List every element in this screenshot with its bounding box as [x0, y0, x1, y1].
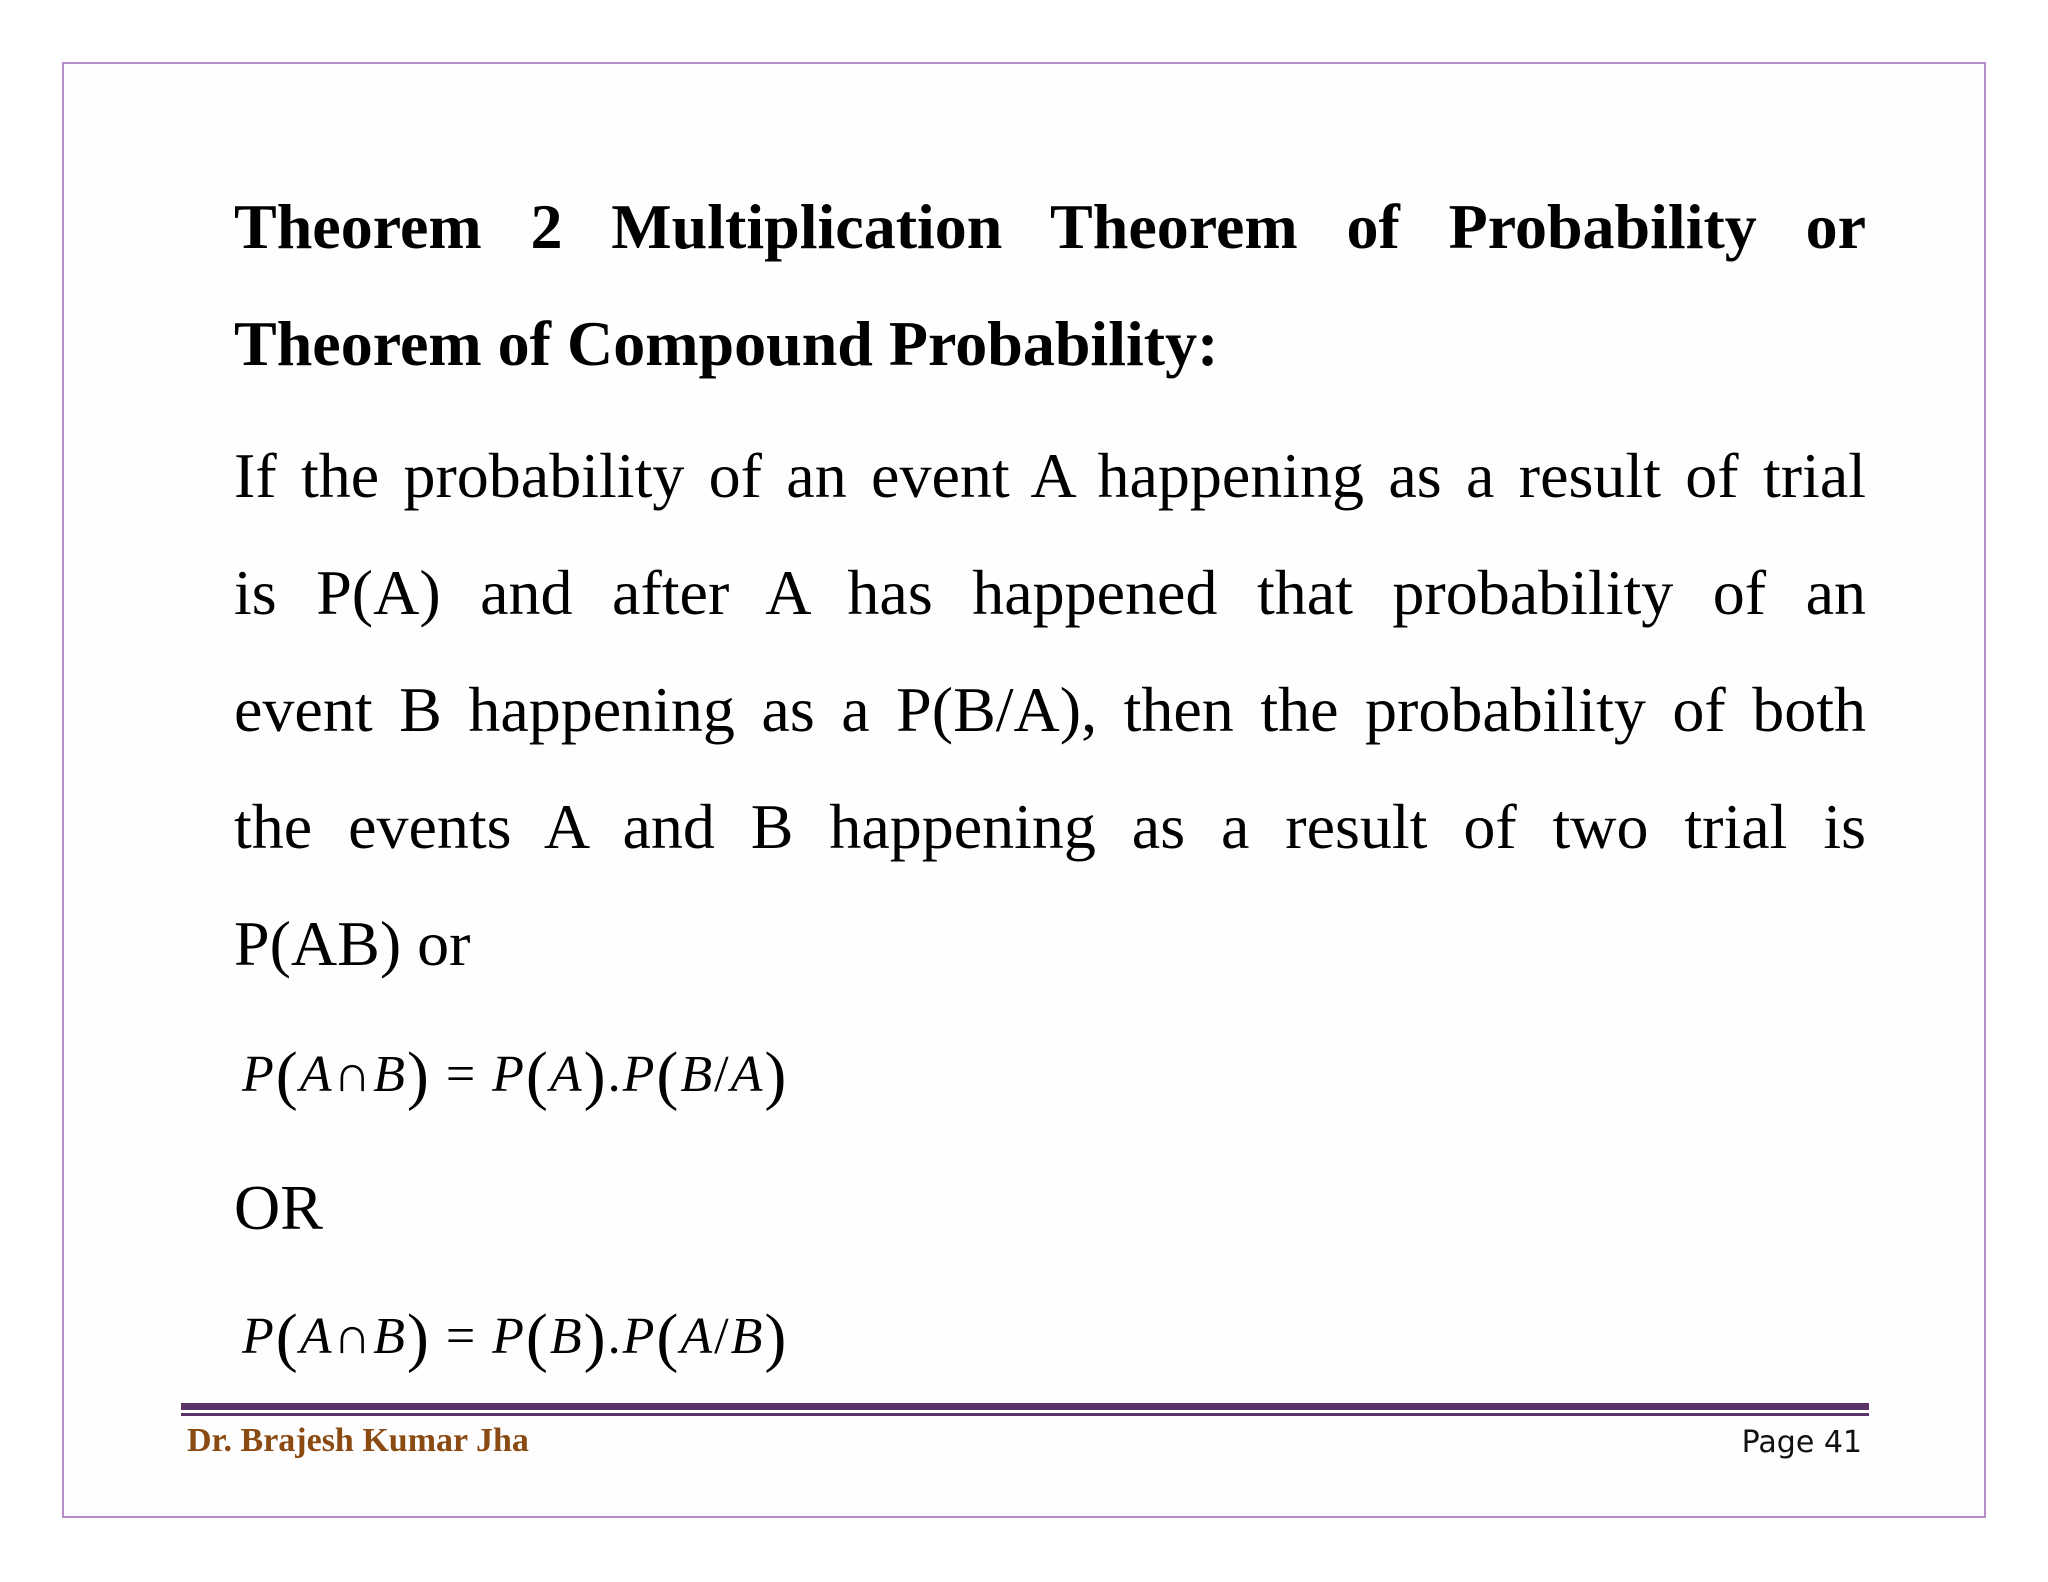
- formula-operator: /: [714, 1308, 731, 1365]
- formula-symbol: A: [299, 1308, 334, 1365]
- formula-symbol: B: [373, 1308, 407, 1365]
- formula-operator: =: [445, 1046, 478, 1103]
- formula-symbol: P: [242, 1046, 276, 1103]
- formula-symbol: P: [492, 1046, 526, 1103]
- formula-operator: ∩: [333, 1046, 374, 1103]
- formula-operator: ∩: [333, 1308, 374, 1365]
- formula-symbol: B: [373, 1046, 407, 1103]
- paragraph-line-5: P(AB) or: [234, 908, 471, 979]
- footer-divider-thin: [181, 1413, 1869, 1416]
- formula-1: P(A∩B) = P(A).P(B/A): [242, 1039, 789, 1112]
- formula-symbol: B: [730, 1308, 765, 1365]
- paragraph-line-2: is P(A) and after A has happened that probability of an: [234, 557, 1866, 628]
- formula-2: P(A∩B) = P(B).P(A/B): [242, 1301, 789, 1374]
- footer-author: Dr. Brajesh Kumar Jha: [187, 1422, 529, 1459]
- formula-symbol: A: [549, 1046, 584, 1103]
- formula-operator: .: [607, 1046, 623, 1103]
- formula-symbol: P: [242, 1308, 276, 1365]
- theorem-heading-line-1: Theorem 2 Multiplication Theorem of Probability or: [234, 191, 1866, 262]
- paragraph-line-1: If the probability of an event A happening as a result of trial: [234, 440, 1866, 511]
- formula-symbol: P: [622, 1046, 657, 1103]
- formula-symbol: A: [299, 1046, 334, 1103]
- footer-page-number: Page 41: [1741, 1425, 1862, 1460]
- paragraph-line-3: event B happening as a P(B/A), then the probability of both: [234, 674, 1866, 745]
- footer-divider-thick: [181, 1403, 1869, 1410]
- formula-symbol: A: [730, 1046, 765, 1103]
- formula-symbol: B: [549, 1308, 584, 1365]
- formula-operator: =: [445, 1308, 478, 1365]
- formula-symbol: P: [492, 1308, 526, 1365]
- formula-symbol: A: [680, 1308, 715, 1365]
- formula-symbol: B: [680, 1046, 715, 1103]
- formula-symbol: P: [622, 1308, 657, 1365]
- formula-operator: .: [607, 1308, 623, 1365]
- paragraph-line-4: the events A and B happening as a result of two trial is: [234, 791, 1866, 862]
- theorem-heading-line-2: Theorem of Compound Probability:: [234, 308, 1219, 379]
- formula-operator: /: [714, 1046, 731, 1103]
- or-label: OR: [234, 1172, 323, 1243]
